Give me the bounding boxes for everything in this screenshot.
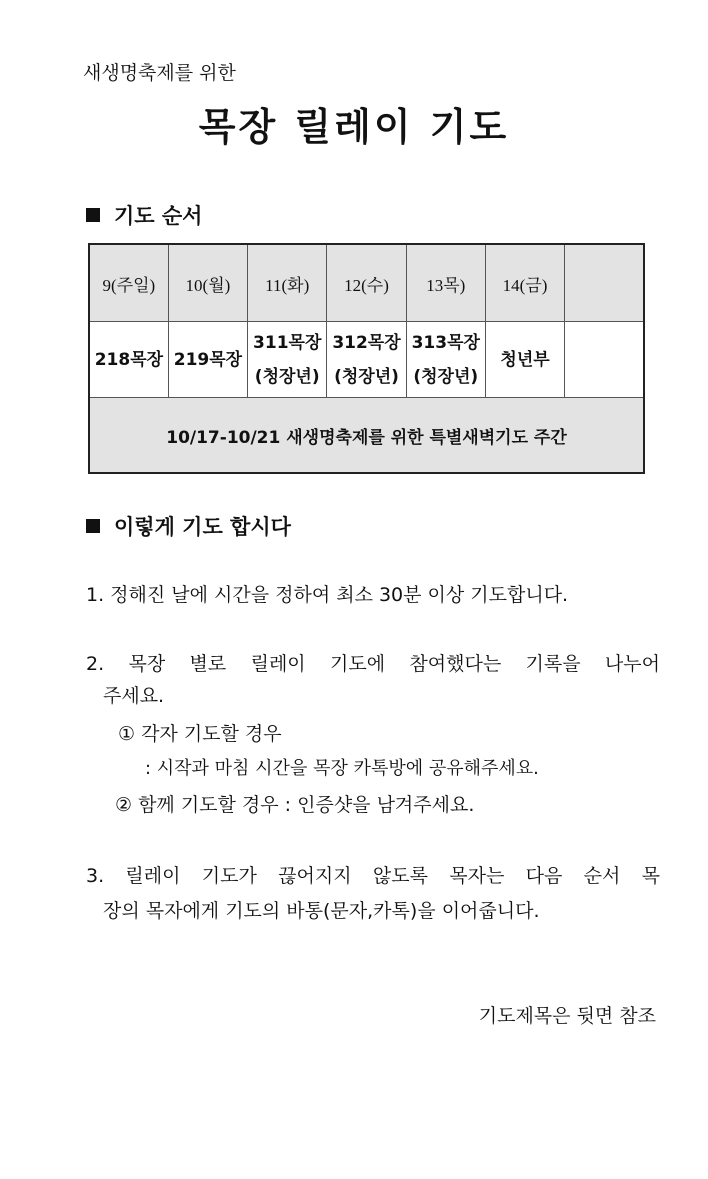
instruction-item-3: 3. 릴레이 기도가 끊어지지 않도록 목자는 다음 순서 목 <box>86 865 660 887</box>
section-heading-label: 기도 순서 <box>114 204 203 228</box>
group-name: 311목장 <box>253 332 322 353</box>
group-name: 312목장 <box>332 332 401 353</box>
instruction-item-2-cont: 주세요. <box>103 685 165 707</box>
instruction-sub-2: ② 함께 기도할 경우 : 인증샷을 남겨주세요. <box>115 794 475 816</box>
day-cell: 13목) <box>406 244 485 322</box>
group-name: 청년부 <box>500 349 550 370</box>
day-cell: 12(수) <box>327 244 406 322</box>
day-cell: 10(월) <box>168 244 247 322</box>
group-cell <box>485 322 564 398</box>
group-note: (청장년) <box>254 366 320 387</box>
group-cell <box>168 322 247 398</box>
day-cell: 14(금) <box>485 244 564 322</box>
group-name: 313목장 <box>411 332 480 353</box>
page-title: 목장 릴레이 기도 <box>198 105 510 149</box>
table-row-note <box>89 398 644 474</box>
section-heading-order <box>86 200 202 230</box>
footer-note: 기도제목은 뒷면 참조 <box>478 1005 656 1027</box>
day-cell: 11(화) <box>248 244 327 322</box>
page-subtitle: 새생명축제를 위한 <box>83 62 236 84</box>
group-name: 218목장 <box>94 349 164 370</box>
instruction-sub-1: ① 각자 기도할 경우 <box>118 723 282 745</box>
instruction-item-2: 2. 목장 별로 릴레이 기도에 참여했다는 기록을 나누어 <box>86 653 660 675</box>
schedule-table <box>88 243 645 474</box>
instruction-item-1: 1. 정해진 날에 시간을 정하여 최소 30분 이상 기도합니다. <box>86 584 569 606</box>
square-bullet-icon <box>86 519 100 533</box>
day-cell <box>565 244 644 322</box>
group-note: (청장년) <box>413 366 479 387</box>
group-cell <box>406 322 485 398</box>
instruction-sub-1-detail: : 시작과 마침 시간을 목장 카톡방에 공유해주세요. <box>145 758 539 779</box>
group-name: 219목장 <box>173 349 243 370</box>
special-week-note: 10/17-10/21 새생명축제를 위한 특별새벽기도 주간 <box>89 398 644 474</box>
day-cell: 9(주일) <box>89 244 168 322</box>
instruction-item-3-cont: 장의 목자에게 기도의 바통(문자,카톡)을 이어줍니다. <box>103 900 540 922</box>
section-heading-label: 이렇게 기도 합시다 <box>114 515 291 539</box>
group-cell <box>248 322 327 398</box>
table-row-groups <box>89 322 644 398</box>
group-note: (청장년) <box>334 366 399 387</box>
group-cell <box>89 322 168 398</box>
square-bullet-icon <box>86 208 100 222</box>
group-cell <box>565 322 644 398</box>
section-heading-how <box>86 511 291 541</box>
group-cell <box>327 322 406 398</box>
table-row-days <box>89 244 644 322</box>
